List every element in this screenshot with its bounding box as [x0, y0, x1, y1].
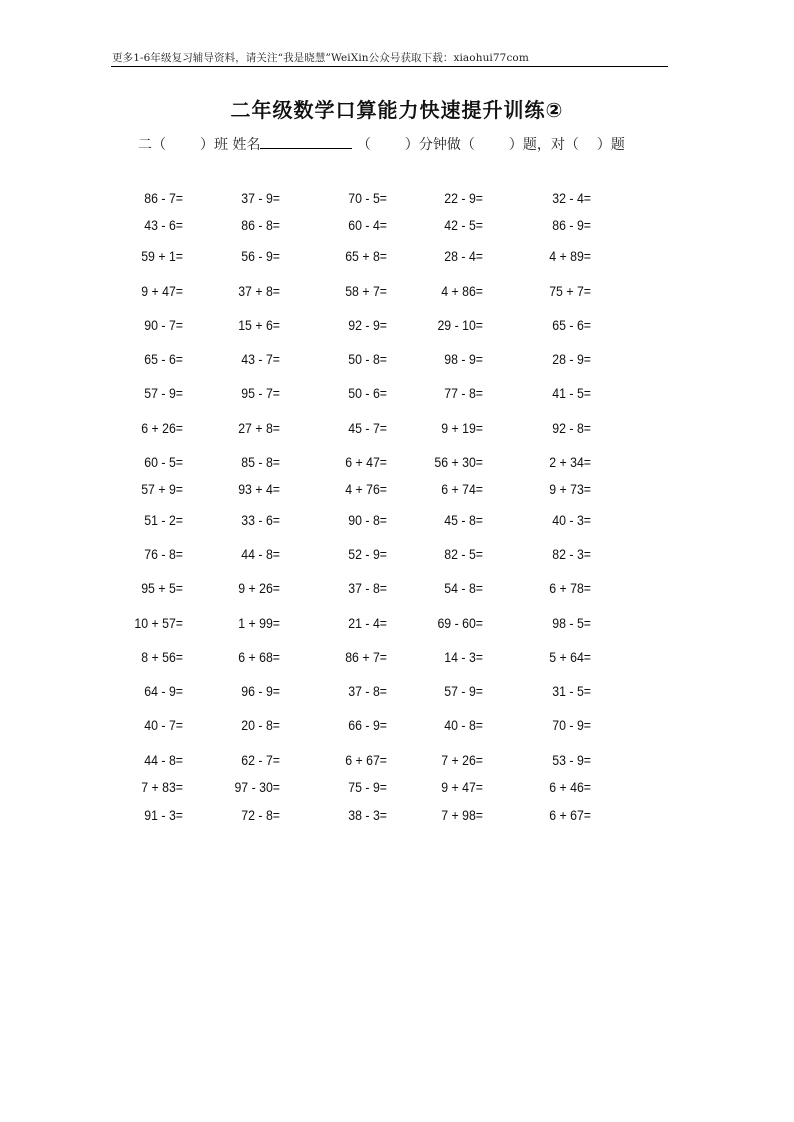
arithmetic-problem: 45 - 8=	[444, 512, 483, 528]
arithmetic-problem: 5 + 64=	[549, 649, 591, 665]
arithmetic-problem: 6 + 68=	[238, 649, 280, 665]
arithmetic-problem: 52 - 9=	[348, 546, 387, 562]
arithmetic-problem: 98 - 5=	[552, 615, 591, 631]
arithmetic-problem: 9 + 19=	[441, 420, 483, 436]
arithmetic-problem: 95 - 7=	[241, 385, 280, 401]
arithmetic-problem: 31 - 5=	[552, 683, 591, 699]
arithmetic-problem: 82 - 5=	[444, 546, 483, 562]
arithmetic-problem: 1 + 99=	[238, 615, 280, 631]
arithmetic-problem: 72 - 8=	[241, 807, 280, 823]
arithmetic-problem: 58 + 7=	[345, 283, 387, 299]
arithmetic-problem: 86 - 9=	[552, 217, 591, 233]
arithmetic-problem: 27 + 8=	[238, 420, 280, 436]
arithmetic-problem: 85 - 8=	[241, 454, 280, 470]
arithmetic-problem: 62 - 7=	[241, 752, 280, 768]
arithmetic-problem: 86 - 7=	[144, 190, 183, 206]
page-title: 二年级数学口算能力快速提升训练②	[230, 98, 564, 122]
arithmetic-problem: 42 - 5=	[444, 217, 483, 233]
arithmetic-problem: 50 - 8=	[348, 351, 387, 367]
arithmetic-problem: 37 - 9=	[241, 190, 280, 206]
arithmetic-problem: 6 + 74=	[441, 481, 483, 497]
arithmetic-problem: 6 + 67=	[345, 752, 387, 768]
arithmetic-problem: 90 - 8=	[348, 512, 387, 528]
arithmetic-problem: 21 - 4=	[348, 615, 387, 631]
arithmetic-problem: 70 - 5=	[348, 190, 387, 206]
arithmetic-problem: 43 - 6=	[144, 217, 183, 233]
name-blank[interactable]	[260, 134, 352, 149]
arithmetic-problem: 65 + 8=	[345, 248, 387, 264]
arithmetic-problem: 10 + 57=	[134, 615, 183, 631]
arithmetic-problem: 41 - 5=	[552, 385, 591, 401]
arithmetic-problem: 97 - 30=	[234, 779, 280, 795]
arithmetic-problem: 66 - 9=	[348, 717, 387, 733]
arithmetic-problem: 54 - 8=	[444, 580, 483, 596]
arithmetic-problem: 70 - 9=	[552, 717, 591, 733]
arithmetic-problem: 7 + 26=	[441, 752, 483, 768]
arithmetic-problem: 6 + 26=	[141, 420, 183, 436]
arithmetic-problem: 91 - 3=	[144, 807, 183, 823]
arithmetic-problem: 59 + 1=	[141, 248, 183, 264]
arithmetic-problem: 37 - 8=	[348, 580, 387, 596]
arithmetic-problem: 32 - 4=	[552, 190, 591, 206]
time-open-paren: （	[356, 137, 371, 153]
class-label: ）班	[200, 137, 228, 153]
arithmetic-problem: 92 - 8=	[552, 420, 591, 436]
grade-label: 二（	[138, 137, 166, 153]
arithmetic-problem: 6 + 67=	[549, 807, 591, 823]
header-promo-note: 更多1-6年级复习辅导资料，请关注“我是晓慧”WeiXin公众号获取下载：xiaohui77com	[112, 52, 529, 64]
arithmetic-problem: 57 - 9=	[444, 683, 483, 699]
arithmetic-problem: 60 - 5=	[144, 454, 183, 470]
arithmetic-problem: 38 - 3=	[348, 807, 387, 823]
arithmetic-problem: 93 + 4=	[238, 481, 280, 497]
arithmetic-problem: 77 - 8=	[444, 385, 483, 401]
arithmetic-problem: 22 - 9=	[444, 190, 483, 206]
count-label: ）题，对（	[508, 137, 579, 153]
arithmetic-problem: 44 - 8=	[144, 752, 183, 768]
arithmetic-problem: 15 + 6=	[238, 317, 280, 333]
arithmetic-problem: 4 + 89=	[549, 248, 591, 264]
arithmetic-problem: 9 + 73=	[549, 481, 591, 497]
arithmetic-problem: 95 + 5=	[141, 580, 183, 596]
arithmetic-problem: 14 - 3=	[444, 649, 483, 665]
arithmetic-problem: 2 + 34=	[549, 454, 591, 470]
arithmetic-problem: 69 - 60=	[437, 615, 483, 631]
arithmetic-problem: 64 - 9=	[144, 683, 183, 699]
arithmetic-problem: 76 - 8=	[144, 546, 183, 562]
arithmetic-problem: 29 - 10=	[437, 317, 483, 333]
arithmetic-problem: 8 + 56=	[141, 649, 183, 665]
arithmetic-problem: 57 - 9=	[144, 385, 183, 401]
arithmetic-problem: 44 - 8=	[241, 546, 280, 562]
arithmetic-problem: 9 + 47=	[441, 779, 483, 795]
correct-label: ）题	[596, 137, 625, 153]
arithmetic-problem: 56 + 30=	[434, 454, 483, 470]
arithmetic-problem: 43 - 7=	[241, 351, 280, 367]
arithmetic-problem: 65 - 6=	[144, 351, 183, 367]
arithmetic-problem: 86 - 8=	[241, 217, 280, 233]
arithmetic-problem: 45 - 7=	[348, 420, 387, 436]
student-info-line	[138, 134, 625, 154]
arithmetic-problem: 82 - 3=	[552, 546, 591, 562]
arithmetic-problem: 33 - 6=	[241, 512, 280, 528]
arithmetic-problem: 6 + 46=	[549, 779, 591, 795]
header-divider	[111, 66, 668, 67]
arithmetic-problem: 28 - 9=	[552, 351, 591, 367]
arithmetic-problem: 7 + 83=	[141, 779, 183, 795]
arithmetic-problem: 40 - 8=	[444, 717, 483, 733]
name-label: 姓名	[232, 137, 261, 153]
arithmetic-problem: 20 - 8=	[241, 717, 280, 733]
arithmetic-problem: 86 + 7=	[345, 649, 387, 665]
arithmetic-problem: 75 + 7=	[549, 283, 591, 299]
arithmetic-problem: 4 + 76=	[345, 481, 387, 497]
arithmetic-problem: 4 + 86=	[441, 283, 483, 299]
arithmetic-problem: 6 + 78=	[549, 580, 591, 596]
arithmetic-problem: 57 + 9=	[141, 481, 183, 497]
arithmetic-problem: 92 - 9=	[348, 317, 387, 333]
arithmetic-problem: 37 - 8=	[348, 683, 387, 699]
arithmetic-problem: 75 - 9=	[348, 779, 387, 795]
arithmetic-problem: 98 - 9=	[444, 351, 483, 367]
arithmetic-problem: 28 - 4=	[444, 248, 483, 264]
arithmetic-problem: 65 - 6=	[552, 317, 591, 333]
arithmetic-problem: 6 + 47=	[345, 454, 387, 470]
time-label: ）分钟做（	[404, 137, 475, 153]
arithmetic-problem: 9 + 47=	[141, 283, 183, 299]
arithmetic-problem: 53 - 9=	[552, 752, 591, 768]
arithmetic-problem: 90 - 7=	[144, 317, 183, 333]
arithmetic-problem: 40 - 3=	[552, 512, 591, 528]
arithmetic-problem: 96 - 9=	[241, 683, 280, 699]
arithmetic-problem: 51 - 2=	[144, 512, 183, 528]
arithmetic-problem: 9 + 26=	[238, 580, 280, 596]
arithmetic-problem: 7 + 98=	[441, 807, 483, 823]
arithmetic-problem: 40 - 7=	[144, 717, 183, 733]
arithmetic-problem: 60 - 4=	[348, 217, 387, 233]
arithmetic-problem: 50 - 6=	[348, 385, 387, 401]
arithmetic-problem: 37 + 8=	[238, 283, 280, 299]
arithmetic-problem: 56 - 9=	[241, 248, 280, 264]
